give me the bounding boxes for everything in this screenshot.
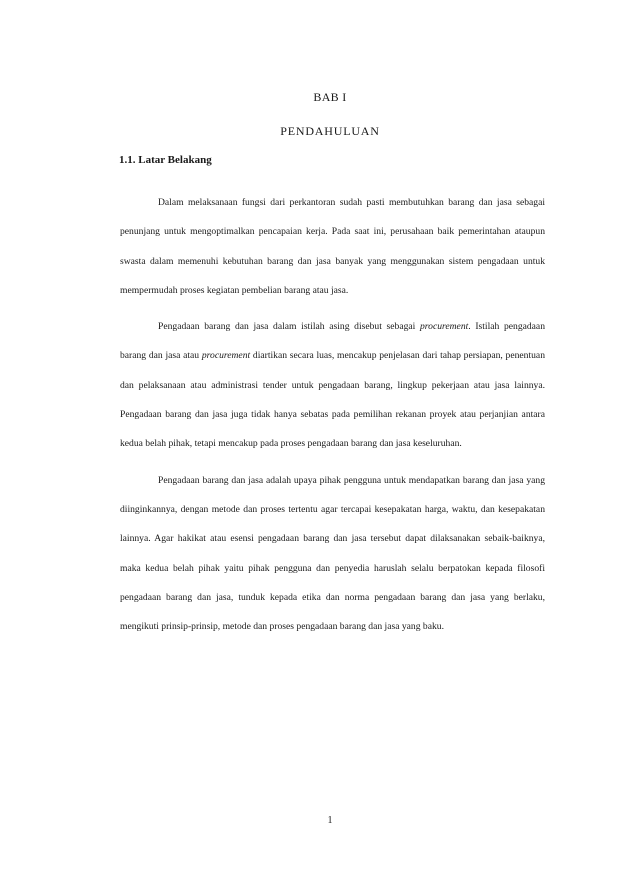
term-procurement: procurement [419, 321, 469, 333]
paragraph-2-text-a: Pengadaan barang dan jasa dalam istilah asing disebut sebagai [158, 321, 420, 333]
paragraph-2-text-b: . Istilah pengadaan barang dan jasa atau [120, 321, 545, 362]
paragraph-2-text-c: diartikan secara luas, mencakup penjelasan dari tahap persiapan, penentuan dan pelaksanaan atau administrasi tender untuk pengadaan barang, lingkup pekerjaan atau jasa lainnya. Pengadaan barang dan jasa juga tidak hanya sebatas pada pemilihan rekanan proyek atau perjanjian antara kedua belah pihak, tetapi mencakup pada proses pengadaan barang dan jasa keseluruhan. [120, 350, 545, 450]
chapter-number: BAB I [313, 90, 347, 104]
body-text [120, 188, 545, 641]
term-procurement: procurement [201, 350, 251, 362]
paragraph-2 [120, 312, 545, 458]
paragraph-1 [120, 188, 545, 305]
paragraph-1-text: Dalam melaksanaan fungsi dari perkantoran sudah pasti membutuhkan barang dan jasa sebagai penunjang untuk mengoptimalkan pencapaian kerja. Pada saat ini, perusahaan baik pemerintahan ataupun swasta dalam memenuhi kebutuhan barang dan jasa banyak yang menggunakan sistem pengadaan untuk mempermudah proses kegiatan pembelian barang atau jasa. [120, 197, 545, 296]
page-number: 1 [327, 815, 333, 826]
paragraph-3-text: Pengadaan barang dan jasa adalah upaya pihak pengguna untuk mendapatkan barang dan jasa yang diinginkannya, dengan metode dan proses tertentu agar tercapai kesepakatan harga, waktu, dan kesepakatan lainnya. Agar hakikat atau esensi pengadaan barang dan jasa tersebut dapat dilaksanakan sebaik-baiknya, maka kedua belah pihak yaitu pihak pengguna dan penyedia haruslah selalu berpatokan kepada filosofi pengadaan barang dan jasa, tunduk kepada etika dan norma pengadaan barang dan jasa yang berlaku, mengikuti prinsip-prinsip, metode dan proses pengadaan barang dan jasa yang baku. [120, 474, 545, 633]
section-heading: 1.1. Latar Belakang [119, 154, 212, 166]
paragraph-3 [120, 466, 545, 642]
chapter-title: PENDAHULUAN [280, 124, 380, 138]
